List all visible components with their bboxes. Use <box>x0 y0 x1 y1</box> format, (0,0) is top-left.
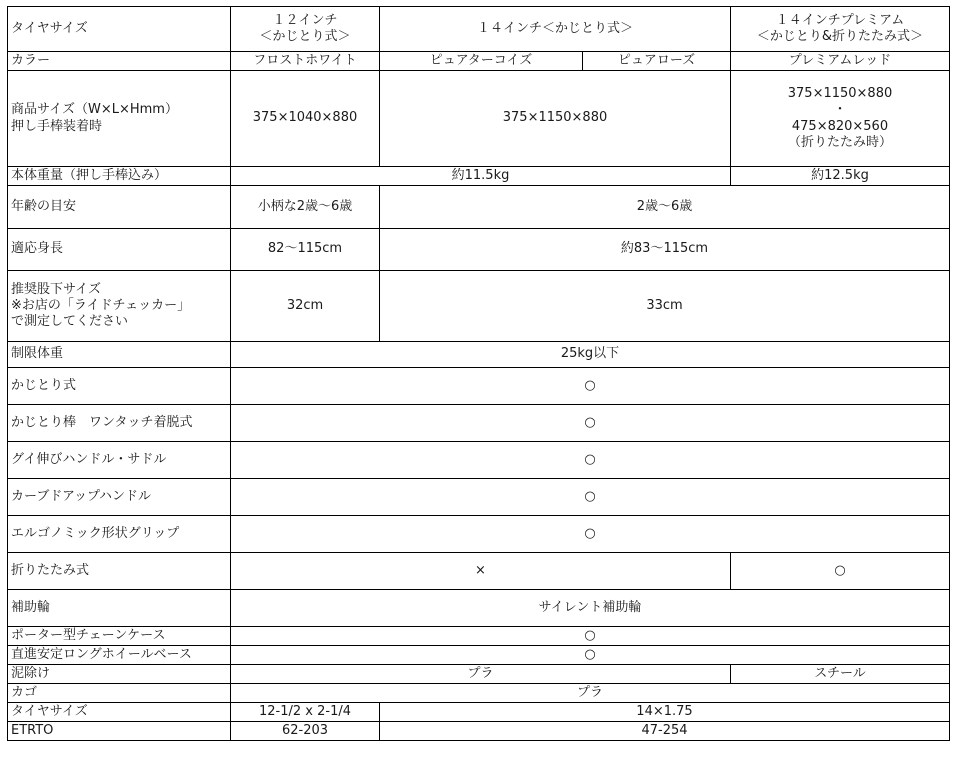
guy-handle-all: ○ <box>231 442 950 479</box>
label-weight-limit: 制限体重 <box>8 342 231 368</box>
model-14-inch: １４インチ＜かじとり式＞ <box>380 7 731 52</box>
row-basket <box>8 684 950 703</box>
color-12-frost-white: フロストホワイト <box>231 52 380 71</box>
folding-14p: ○ <box>731 553 950 590</box>
inseam-rest: 33cm <box>380 271 950 342</box>
label-wheelbase: 直進安定ロングホイールベース <box>8 646 231 665</box>
row-guy-handle <box>8 442 950 479</box>
color-14-pure-rose: ピュアローズ <box>583 52 731 71</box>
label-etrto: ETRTO <box>8 722 231 741</box>
row-steering <box>8 368 950 405</box>
label-curved-handle: カーブドアップハンドル <box>8 479 231 516</box>
row-inseam <box>8 271 950 342</box>
weight-limit-all: 25kg以下 <box>231 342 950 368</box>
steering-bar-all: ○ <box>231 405 950 442</box>
label-age: 年齢の目安 <box>8 186 231 229</box>
row-etrto <box>8 722 950 741</box>
row-chain-case <box>8 627 950 646</box>
tire-size-12: 12-1/2 x 2-1/4 <box>231 703 380 722</box>
label-basket: カゴ <box>8 684 231 703</box>
height-rest: 約83～115cm <box>380 229 950 271</box>
label-product-size: 商品サイズ（W×L×Hmm） 押し手棒装着時 <box>8 71 231 167</box>
label-ergo-grip: エルゴノミック形状グリップ <box>8 516 231 553</box>
label-steering: かじとり式 <box>8 368 231 405</box>
chain-case-all: ○ <box>231 627 950 646</box>
spec-sheet <box>7 6 950 741</box>
label-folding: 折りたたみ式 <box>8 553 231 590</box>
row-steering-bar <box>8 405 950 442</box>
label-guy-handle: グイ伸びハンドル・サドル <box>8 442 231 479</box>
label-color: カラー <box>8 52 231 71</box>
row-age <box>8 186 950 229</box>
color-14p-premium-red: プレミアムレッド <box>731 52 950 71</box>
row-color <box>8 52 950 71</box>
label-inseam: 推奨股下サイズ ※お店の「ライドチェッカー」 で測定してください <box>8 271 231 342</box>
product-size-14: 375×1150×880 <box>380 71 731 167</box>
weight-14p: 約12.5kg <box>731 167 950 186</box>
model-14-inch-premium: １４インチプレミアム ＜かじとり&折りたたみ式＞ <box>731 7 950 52</box>
age-rest: 2歳～6歳 <box>380 186 950 229</box>
row-training-wheels <box>8 590 950 627</box>
age-12: 小柄な2歳～6歳 <box>231 186 380 229</box>
label-tire-size-header: タイヤサイズ <box>8 7 231 52</box>
weight-12-14: 約11.5kg <box>231 167 731 186</box>
row-wheelbase <box>8 646 950 665</box>
height-12: 82～115cm <box>231 229 380 271</box>
ergo-grip-all: ○ <box>231 516 950 553</box>
fender-12-14: プラ <box>231 665 731 684</box>
curved-handle-all: ○ <box>231 479 950 516</box>
row-curved-handle <box>8 479 950 516</box>
wheelbase-all: ○ <box>231 646 950 665</box>
spec-table <box>7 6 950 741</box>
row-fender <box>8 665 950 684</box>
row-folding <box>8 553 950 590</box>
label-steering-bar: かじとり棒 ワンタッチ着脱式 <box>8 405 231 442</box>
training-wheels-all: サイレント補助輪 <box>231 590 950 627</box>
fender-14p: スチール <box>731 665 950 684</box>
label-training-wheels: 補助輪 <box>8 590 231 627</box>
row-product-size <box>8 71 950 167</box>
row-weight <box>8 167 950 186</box>
label-chain-case: ポーター型チェーンケース <box>8 627 231 646</box>
etrto-12: 62-203 <box>231 722 380 741</box>
model-12-inch: １２インチ ＜かじとり式＞ <box>231 7 380 52</box>
row-ergo-grip <box>8 516 950 553</box>
steering-all: ○ <box>231 368 950 405</box>
row-weight-limit <box>8 342 950 368</box>
folding-12-14: × <box>231 553 731 590</box>
row-tire-size <box>8 703 950 722</box>
label-weight: 本体重量（押し手棒込み） <box>8 167 231 186</box>
product-size-12: 375×1040×880 <box>231 71 380 167</box>
label-tire-size: タイヤサイズ <box>8 703 231 722</box>
color-14-pure-turquoise: ピュアターコイズ <box>380 52 583 71</box>
product-size-14p: 375×1150×880 ･ 475×820×560 （折りたたみ時） <box>731 71 950 167</box>
label-height: 適応身長 <box>8 229 231 271</box>
row-model-header <box>8 7 950 52</box>
label-fender: 泥除け <box>8 665 231 684</box>
row-height <box>8 229 950 271</box>
basket-all: プラ <box>231 684 950 703</box>
inseam-12: 32cm <box>231 271 380 342</box>
etrto-rest: 47-254 <box>380 722 950 741</box>
tire-size-rest: 14×1.75 <box>380 703 950 722</box>
